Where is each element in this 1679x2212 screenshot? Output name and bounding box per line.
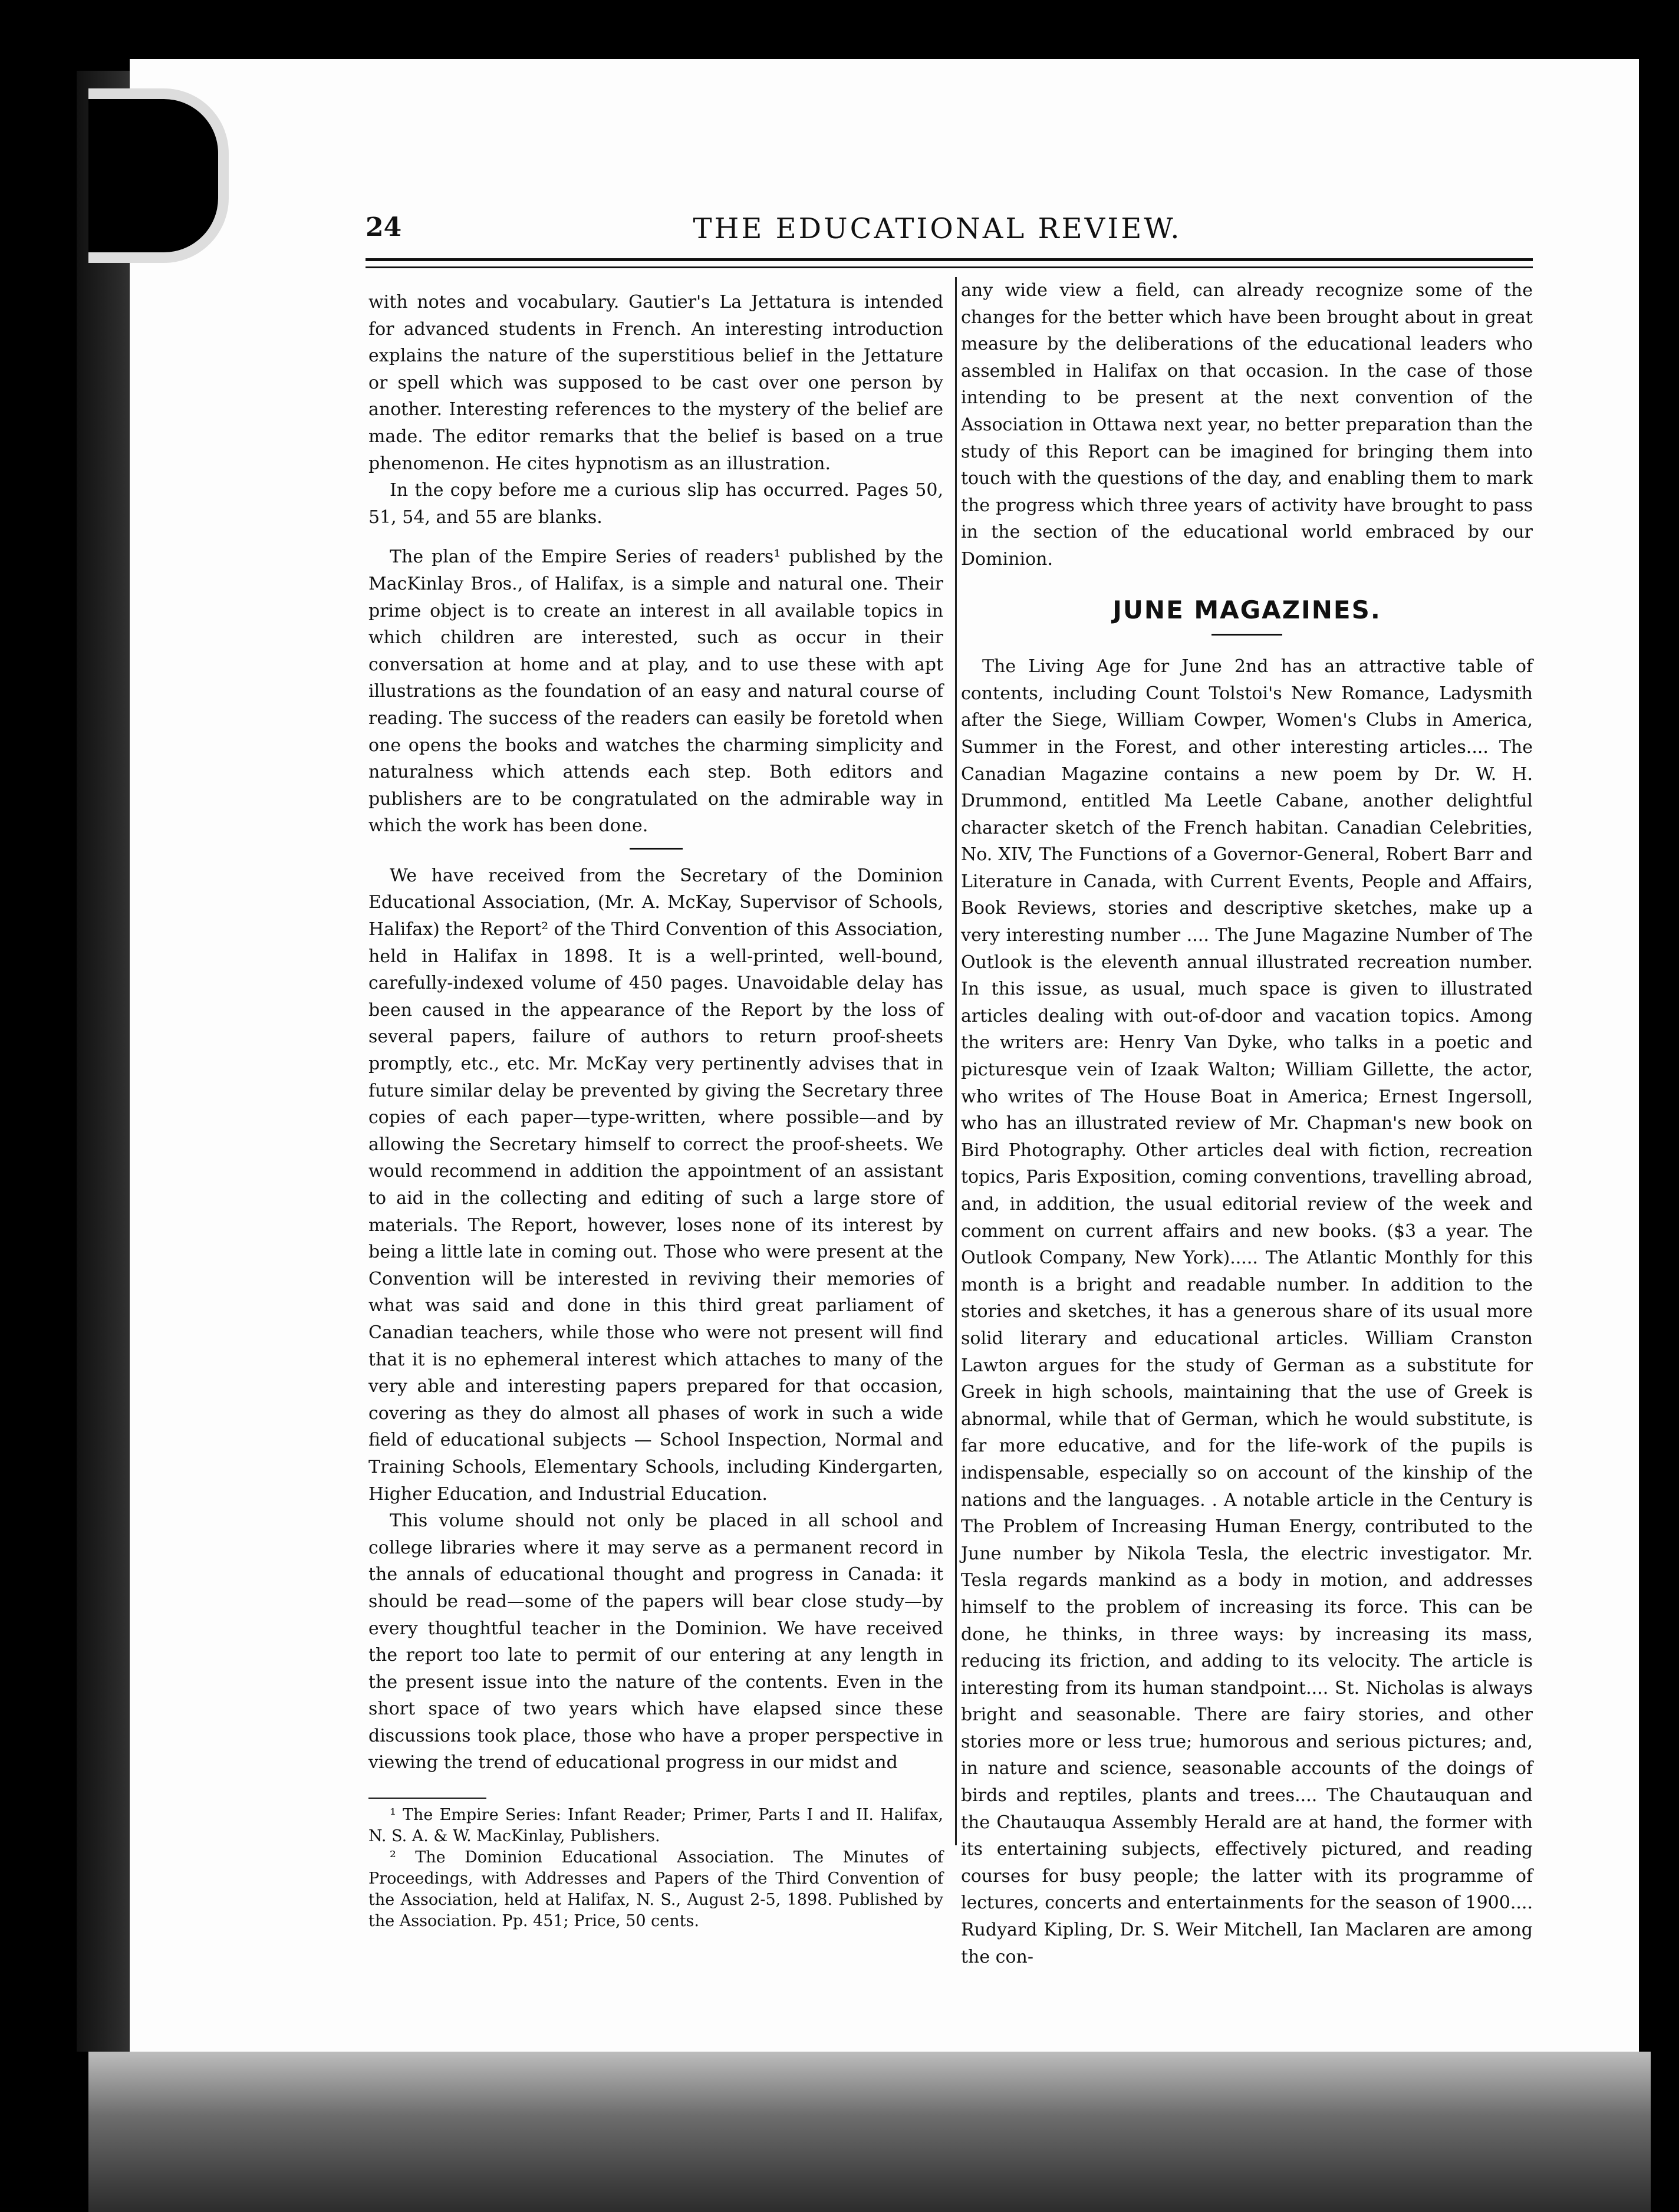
binder-clip	[88, 88, 229, 263]
footnote-2: ² The Dominion Educational Association. The Minutes of Proceedings, with Addresses and Papers of the Third Convention of the Association, held at Halifax, N. S., August 2-5, 1898. Published by the Association. Pp. 451; Price, 50 cents.	[368, 1848, 943, 1931]
right-column	[961, 277, 1533, 1970]
column-divider	[955, 277, 957, 1845]
left-column	[368, 289, 943, 1932]
empire-series-paragraph: The plan of the Empire Series of readers¹ published by the MacKinlay Bros., of Halifax, is a simple and natural one. Their prime object is to create an interest in all available topics in which children are interested, such as occur in their conversation at home and at play, and to use these with apt illustrations as the foundation of an easy and natural course of reading. The success of the readers can easily be foretold when one opens the books and watches the charming simplicity and naturalness which attends each step. Both editors and publishers are to be congratulated on the admirable way in which the work has been done.	[368, 547, 943, 837]
section-heading-june-magazines: JUNE MAGAZINES.	[1112, 595, 1381, 624]
copy-slip-note: In the copy before me a curious slip has occurred. Pages 50, 51, 54, and 55 are blanks.	[368, 480, 943, 528]
june-magazines-paragraph: The Living Age for June 2nd has an attractive table of contents, including Count Tolstoi's New Romance, Ladysmith after the Siege, William Cowper, Women's Clubs in America, Summer in the Forest, and other interesting articles.... The Canadian Magazine contains a new poem by Dr. W. H. Drummond, entitled Ma Leetle Cabane, another delightful character sketch of the French habitan. Canadian Celebrities, No. XIV, The Functions of a Governor-General, Robert Barr and Literature in Canada, with Current Events, People and Affairs, Book Reviews, stories and descriptive sketches, make up a very interesting number .... The June Magazine Number of The Outlook is the eleventh annual illustrated recreation number. In this issue, as usual, much space is given to illustrated articles dealing with out-of-door and vacation topics. Among the writers are: Henry Van Dyke, who talks in a poetic and picturesque vein of Izaak Walton; William Gillette, the actor, who writes of The House Boat in America; Ernest Ingersoll, who has an illustrated review of Mr. Chapman's new book on Bird Photography. Other articles deal with fiction, recreation topics, Paris Exposition, coming conventions, travelling abroad, and, in addition, the usual editorial review of the week and comment on current affairs and new books. ($3 a year. The Outlook Company, New York)..... The Atlantic Monthly for this month is a bright and readable number. In addition to the stories and sketches, it has a generous share of its usual more solid literary and educational articles. William Cranston Lawton argues for the study of German as a substitute for Greek in high schools, maintaining that the use of Greek is abnormal, while that of German, which he would substitute, is far more educative, and for the life-work of the pupils is indispensable, especially so on account of the kinship of the nations and the languages. . A notable article in the Century is The Problem of Increasing Human Energy, contributed to the June number by Nikola Tesla, the electric investigator. Mr. Tesla regards mankind as a body in motion, and addresses himself to the problem of increasing its force. This can be done, he thinks, in three ways: by increasing its mass, reducing its friction, and adding to its velocity. The article is interesting from its human standpoint.... St. Nicholas is always bright and seasonable. There are fairy stories, and other stories more or less true; humorous and serious pictures; and, in nature and science, seasonable accounts of the doings of birds and reptiles, plants and trees.... The Chautauquan and the Chautauqua Assembly Herald are at hand, the former with its entertaining subjects, effectively pictured, and reading courses for busy people; the latter with its programme of lectures, concerts and entertainments for the season of 1900.... Rudyard Kipling, Dr. S. Weir Mitchell, Ian Maclaren are among the con-	[961, 656, 1533, 1967]
heading-rule	[1211, 634, 1282, 636]
report-continuation-paragraph: any wide view a field, can already recognize some of the changes for the better which have been brought about in great measure by the deliberations of the educational leaders who assembled in Halifax on that occasion. In the case of those intending to be present at the next convention of the Association in Ottawa next year, no better preparation than the study of this Report can be imagined for bringing them into touch with the questions of the day, and enabling them to mark the progress which three years of activity have brought to pass in the section of the educational world embraced by our Dominion.	[961, 280, 1533, 570]
page-header	[366, 212, 1545, 265]
journal-title: THE EDUCATIONAL REVIEW.	[693, 212, 1182, 245]
review-continuation-paragraph: with notes and vocabulary. Gautier's La Jettatura is intended for advanced students in French. An interesting introduction explains the nature of the superstitious belief in the Jettature or spell which was supposed to be cast over one person by another. Interesting references to the mystery of the belief are made. The editor remarks that the belief is based on a true phenomenon. He cites hypnotism as an illustration.	[368, 292, 943, 474]
header-rule-thin	[366, 266, 1533, 268]
footnotes	[368, 1798, 943, 1932]
paragraph-separator	[630, 848, 683, 850]
header-rule-thick	[366, 258, 1533, 261]
volume-recommendation-paragraph: This volume should not only be placed in all school and college libraries where it may serve as a permanent record in the annals of educational thought and progress in Canada: it should be read—some of the papers will bear close study—by every thoughtful teacher in the Dominion. We have received the report too late to permit of our entering at any length in the present issue into the nature of the contents. Even in the short space of two years which have elapsed since these discussions took place, those who have a proper perspective in viewing the trend of educational progress in our midst and	[368, 1510, 943, 1773]
page-number: 24	[366, 212, 402, 242]
dominion-report-paragraph: We have received from the Secretary of the Dominion Educational Association, (Mr. A. McKay, Supervisor of Schools, Halifax) the Report² of the Third Convention of this Association, held in Halifax in 1898. It is a well-printed, well-bound, carefully-indexed volume of 450 pages. Unavoidable delay has been caused in the appearance of the Report by the loss of several papers, failure of authors to return proof-sheets promptly, etc., etc. Mr. McKay very pertinently advises that in future similar delay be prevented by giving the Secretary three copies of each paper—type-written, where possible—and by allowing the Secretary himself to correct the proof-sheets. We would recommend in addition the appointment of an assistant to aid in the collecting and editing of such a large store of materials. The Report, however, loses none of its interest by being a little late in coming out. Those who were present at the Convention will be interested in reviving their memories of what was said and done in this third great parliament of Canadian teachers, while those who were not present will find that it is no ephemeral interest which attaches to many of the very able and interesting papers prepared for that occasion, covering as they do almost all phases of work in such a wide field of educational subjects — School Inspection, Normal and Training Schools, Elementary Schools, including Kindergarten, Higher Education, and Industrial Education.	[368, 865, 943, 1505]
footnote-1: ¹ The Empire Series: Infant Reader; Primer, Parts I and II. Halifax, N. S. A. & W. MacKinlay, Publishers.	[368, 1806, 943, 1846]
scan-bottom-shadow	[88, 2052, 1651, 2212]
footnote-rule	[368, 1798, 486, 1799]
